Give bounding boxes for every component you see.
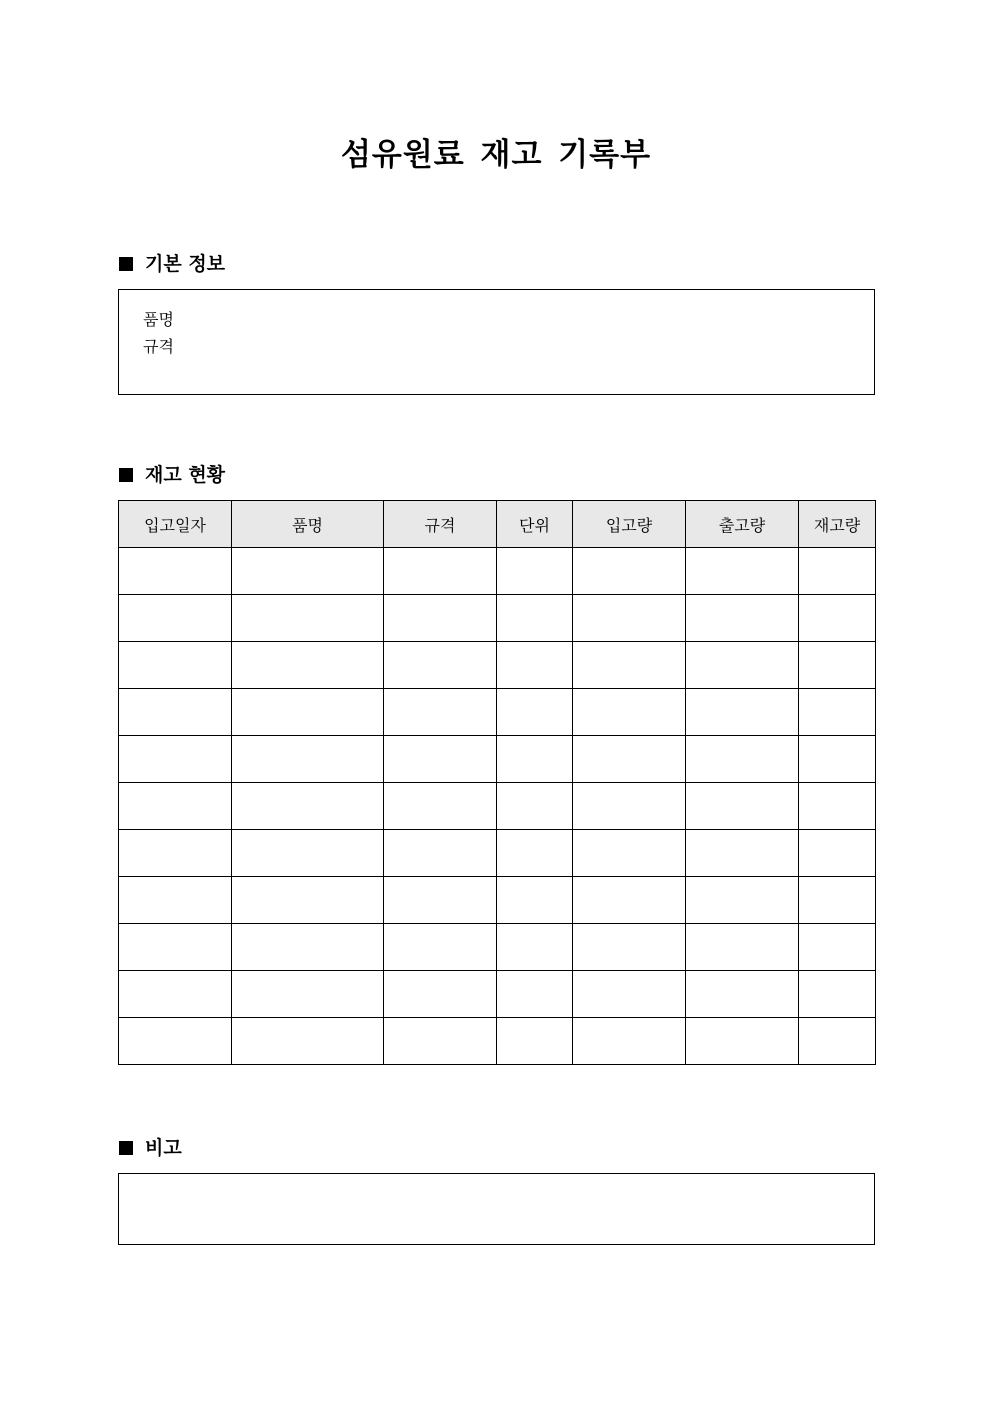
table-header-row: [119, 501, 876, 548]
table-cell[interactable]: [497, 924, 573, 971]
table-cell[interactable]: [119, 830, 232, 877]
notes-heading-label: 비고: [145, 1137, 182, 1159]
table-cell[interactable]: [497, 877, 573, 924]
stock-table-body: [119, 548, 876, 1065]
table-cell[interactable]: [686, 595, 799, 642]
square-bullet-icon: [119, 257, 133, 271]
column-header: 입고량: [573, 501, 686, 548]
table-cell[interactable]: [232, 548, 384, 595]
table-cell[interactable]: [119, 971, 232, 1018]
table-cell[interactable]: [497, 642, 573, 689]
info-item-spec-label: 규격: [143, 337, 174, 356]
table-cell[interactable]: [686, 971, 799, 1018]
table-cell[interactable]: [119, 736, 232, 783]
column-header: 출고량: [686, 501, 799, 548]
table-cell[interactable]: [799, 783, 876, 830]
table-cell[interactable]: [799, 736, 876, 783]
table-cell[interactable]: [573, 736, 686, 783]
notes-box[interactable]: [118, 1173, 875, 1245]
square-bullet-icon: [119, 468, 133, 482]
column-header: 규격: [384, 501, 497, 548]
table-cell[interactable]: [573, 971, 686, 1018]
table-cell[interactable]: [497, 736, 573, 783]
table-row: [119, 642, 876, 689]
table-row: [119, 595, 876, 642]
table-cell[interactable]: [384, 689, 497, 736]
basic-info-heading: [119, 251, 225, 277]
table-cell[interactable]: [232, 595, 384, 642]
table-cell[interactable]: [686, 642, 799, 689]
table-cell[interactable]: [573, 595, 686, 642]
table-cell[interactable]: [232, 924, 384, 971]
column-header: 입고일자: [119, 501, 232, 548]
table-cell[interactable]: [232, 830, 384, 877]
table-cell[interactable]: [573, 1018, 686, 1065]
table-cell[interactable]: [384, 830, 497, 877]
table-cell[interactable]: [686, 783, 799, 830]
stock-table: [118, 500, 876, 1065]
table-cell[interactable]: [686, 924, 799, 971]
table-cell[interactable]: [384, 548, 497, 595]
table-cell[interactable]: [799, 595, 876, 642]
table-cell[interactable]: [686, 689, 799, 736]
table-cell[interactable]: [573, 877, 686, 924]
table-cell[interactable]: [232, 783, 384, 830]
table-cell[interactable]: [686, 1018, 799, 1065]
table-row: [119, 783, 876, 830]
table-cell[interactable]: [686, 736, 799, 783]
table-row: [119, 924, 876, 971]
table-cell[interactable]: [119, 548, 232, 595]
table-cell[interactable]: [799, 1018, 876, 1065]
table-cell[interactable]: [497, 783, 573, 830]
table-cell[interactable]: [573, 783, 686, 830]
table-cell[interactable]: [232, 1018, 384, 1065]
table-cell[interactable]: [799, 924, 876, 971]
table-cell[interactable]: [232, 736, 384, 783]
table-cell[interactable]: [384, 971, 497, 1018]
table-row: [119, 736, 876, 783]
column-header: 재고량: [799, 501, 876, 548]
table-cell[interactable]: [384, 924, 497, 971]
table-cell[interactable]: [119, 642, 232, 689]
column-header: 단위: [497, 501, 573, 548]
table-cell[interactable]: [232, 689, 384, 736]
table-cell[interactable]: [119, 595, 232, 642]
table-cell[interactable]: [497, 1018, 573, 1065]
table-cell[interactable]: [573, 642, 686, 689]
table-cell[interactable]: [119, 783, 232, 830]
table-cell[interactable]: [497, 689, 573, 736]
table-cell[interactable]: [686, 877, 799, 924]
table-cell[interactable]: [799, 689, 876, 736]
table-row: [119, 971, 876, 1018]
stock-status-heading: [119, 462, 225, 488]
stock-status-heading-label: 재고 현황: [145, 464, 226, 486]
table-cell[interactable]: [232, 642, 384, 689]
table-cell[interactable]: [799, 877, 876, 924]
page-title: 섬유원료 재고 기록부: [340, 137, 652, 173]
table-cell[interactable]: [497, 830, 573, 877]
table-cell[interactable]: [497, 595, 573, 642]
table-cell[interactable]: [384, 1018, 497, 1065]
table-cell[interactable]: [799, 548, 876, 595]
table-cell[interactable]: [799, 971, 876, 1018]
table-row: [119, 1018, 876, 1065]
table-cell[interactable]: [232, 971, 384, 1018]
column-header: 품명: [232, 501, 384, 548]
table-row: [119, 830, 876, 877]
table-cell[interactable]: [799, 830, 876, 877]
table-row: [119, 689, 876, 736]
table-cell[interactable]: [384, 736, 497, 783]
table-cell[interactable]: [799, 642, 876, 689]
table-cell[interactable]: [119, 689, 232, 736]
table-cell[interactable]: [384, 877, 497, 924]
table-cell[interactable]: [384, 783, 497, 830]
basic-info-box: [118, 289, 875, 395]
table-cell[interactable]: [384, 642, 497, 689]
table-cell[interactable]: [119, 924, 232, 971]
basic-info-heading-label: 기본 정보: [145, 253, 226, 275]
table-cell[interactable]: [573, 924, 686, 971]
table-cell[interactable]: [497, 548, 573, 595]
table-cell[interactable]: [232, 877, 384, 924]
notes-heading: [119, 1135, 182, 1161]
info-item-name-label: 품명: [143, 310, 174, 329]
table-cell[interactable]: [119, 877, 232, 924]
table-row: [119, 548, 876, 595]
table-cell[interactable]: [384, 595, 497, 642]
table-cell[interactable]: [497, 971, 573, 1018]
table-row: [119, 877, 876, 924]
table-cell[interactable]: [686, 830, 799, 877]
table-cell[interactable]: [573, 830, 686, 877]
table-cell[interactable]: [686, 548, 799, 595]
table-cell[interactable]: [119, 1018, 232, 1065]
table-cell[interactable]: [573, 689, 686, 736]
table-cell[interactable]: [573, 548, 686, 595]
square-bullet-icon: [119, 1141, 133, 1155]
